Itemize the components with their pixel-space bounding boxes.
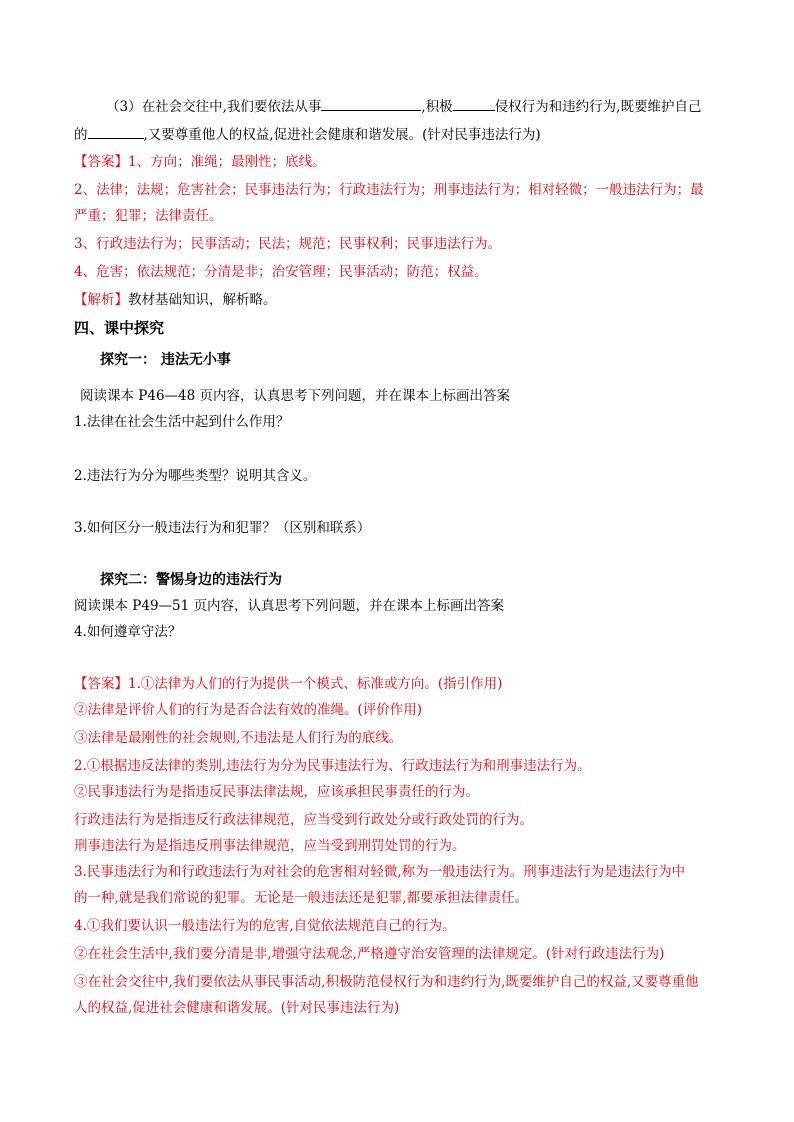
answer-1-line3: 3、行政违法行为；民事活动；民法；规范；民事权利；民事违法行为。	[74, 236, 502, 252]
explore-2-title: 探究二：警惕身边的违法行为	[100, 572, 282, 588]
answer-2-line13: 人的权益,促进社会健康和谐发展。(针对民事违法行为)	[74, 1000, 400, 1016]
answer-2-line11: ②在社会生活中,我们要分清是非,增强守法观念,严格遵守治安管理的法律规定。(针对行政违法行为)	[74, 946, 665, 962]
question-3: 3.如何区分一般违法行为和犯罪？（区别和联系）	[74, 520, 371, 536]
explore-1-intro: 阅读课本 P46—48 页内容，认真思考下列问题，并在课本上标画出答案	[80, 388, 511, 404]
blank-2	[453, 96, 495, 111]
explore-2-intro: 阅读课本 P49—51 页内容，认真思考下列问题，并在课本上标画出答案	[74, 598, 505, 614]
answer-2-line1: 【答案】1.①法律为人们的行为提供一个模式、标准或方向。(指引作用)	[74, 676, 503, 692]
answer-2-line10: 4.①我们要认识一般违法行为的危害,自觉依法规范自己的行为。	[74, 918, 456, 934]
answer-2-line8: 3.民事违法行为和行政违法行为对社会的危害相对轻微,称为一般违法行为。刑事违法行为是违法行为中	[74, 864, 686, 880]
answer-1-line2b: 严重；犯罪；法律责任。	[74, 208, 223, 224]
blank-1	[321, 96, 421, 111]
answer-2-line3: ③法律是最刚性的社会规则,不违法是人们行为的底线。	[74, 730, 403, 746]
question-1: 1.法律在社会生活中起到什么作用？	[74, 414, 290, 430]
answer-2-line4: 2.①根据违反法律的类别,违法行为分为民事违法行为、行政违法行为和刑事违法行为。	[74, 758, 591, 774]
question-3-line1: （3）在社会交往中,我们要依法从事 ,积极 侵权行为和违约行为,既要维护自己	[106, 96, 766, 117]
answer-2-line5: ②民事违法行为是指违反民事法律法规，应该承担民事责任的行为。	[74, 784, 479, 800]
analysis-line: 【解析】教材基础知识，解析略。	[74, 292, 277, 308]
answer-2-line6: 行政违法行为是指违反行政法律规范，应当受到行政处分或行政处罚的行为。	[74, 812, 533, 828]
answer-2-line9: 的一种,就是我们常说的犯罪。无论是一般违法还是犯罪,都要承担法律责任。	[74, 890, 529, 906]
question-4: 4.如何遵章守法？	[74, 624, 182, 640]
answer-2-line7: 刑事违法行为是指违反刑事法律规范，应当受到刑罚处罚的行为。	[74, 838, 466, 854]
section-4-title: 四、课中探究	[74, 319, 165, 337]
answer-1-line4: 4、危害；依法规范；分清是非；治安管理；民事活动；防范；权益。	[74, 264, 488, 280]
question-3-line2: 的 ,又要尊重他人的权益,促进社会健康和谐发展。(针对民事违法行为)	[74, 124, 734, 145]
answer-2-line2: ②法律是评价人们的行为是否合法有效的准绳。(评价作用)	[74, 702, 423, 718]
answer-1-line2a: 2、法律；法规；危害社会；民事违法行为；行政违法行为；刑事违法行为；相对轻微；一般违法行为；最	[74, 182, 704, 198]
explore-1-title: 探究一： 违法无小事	[100, 352, 231, 368]
question-2: 2.违法行为分为哪些类型？说明其含义。	[74, 468, 317, 484]
answer-1-line1: 【答案】1、方向；准绳；最刚性；底线。	[74, 154, 326, 170]
answer-2-line12: ③在社会交往中,我们要依法从事民事活动,积极防范侵权行为和违约行为,既要维护自己的权益,又要尊重他	[74, 974, 699, 990]
blank-3	[88, 124, 144, 139]
